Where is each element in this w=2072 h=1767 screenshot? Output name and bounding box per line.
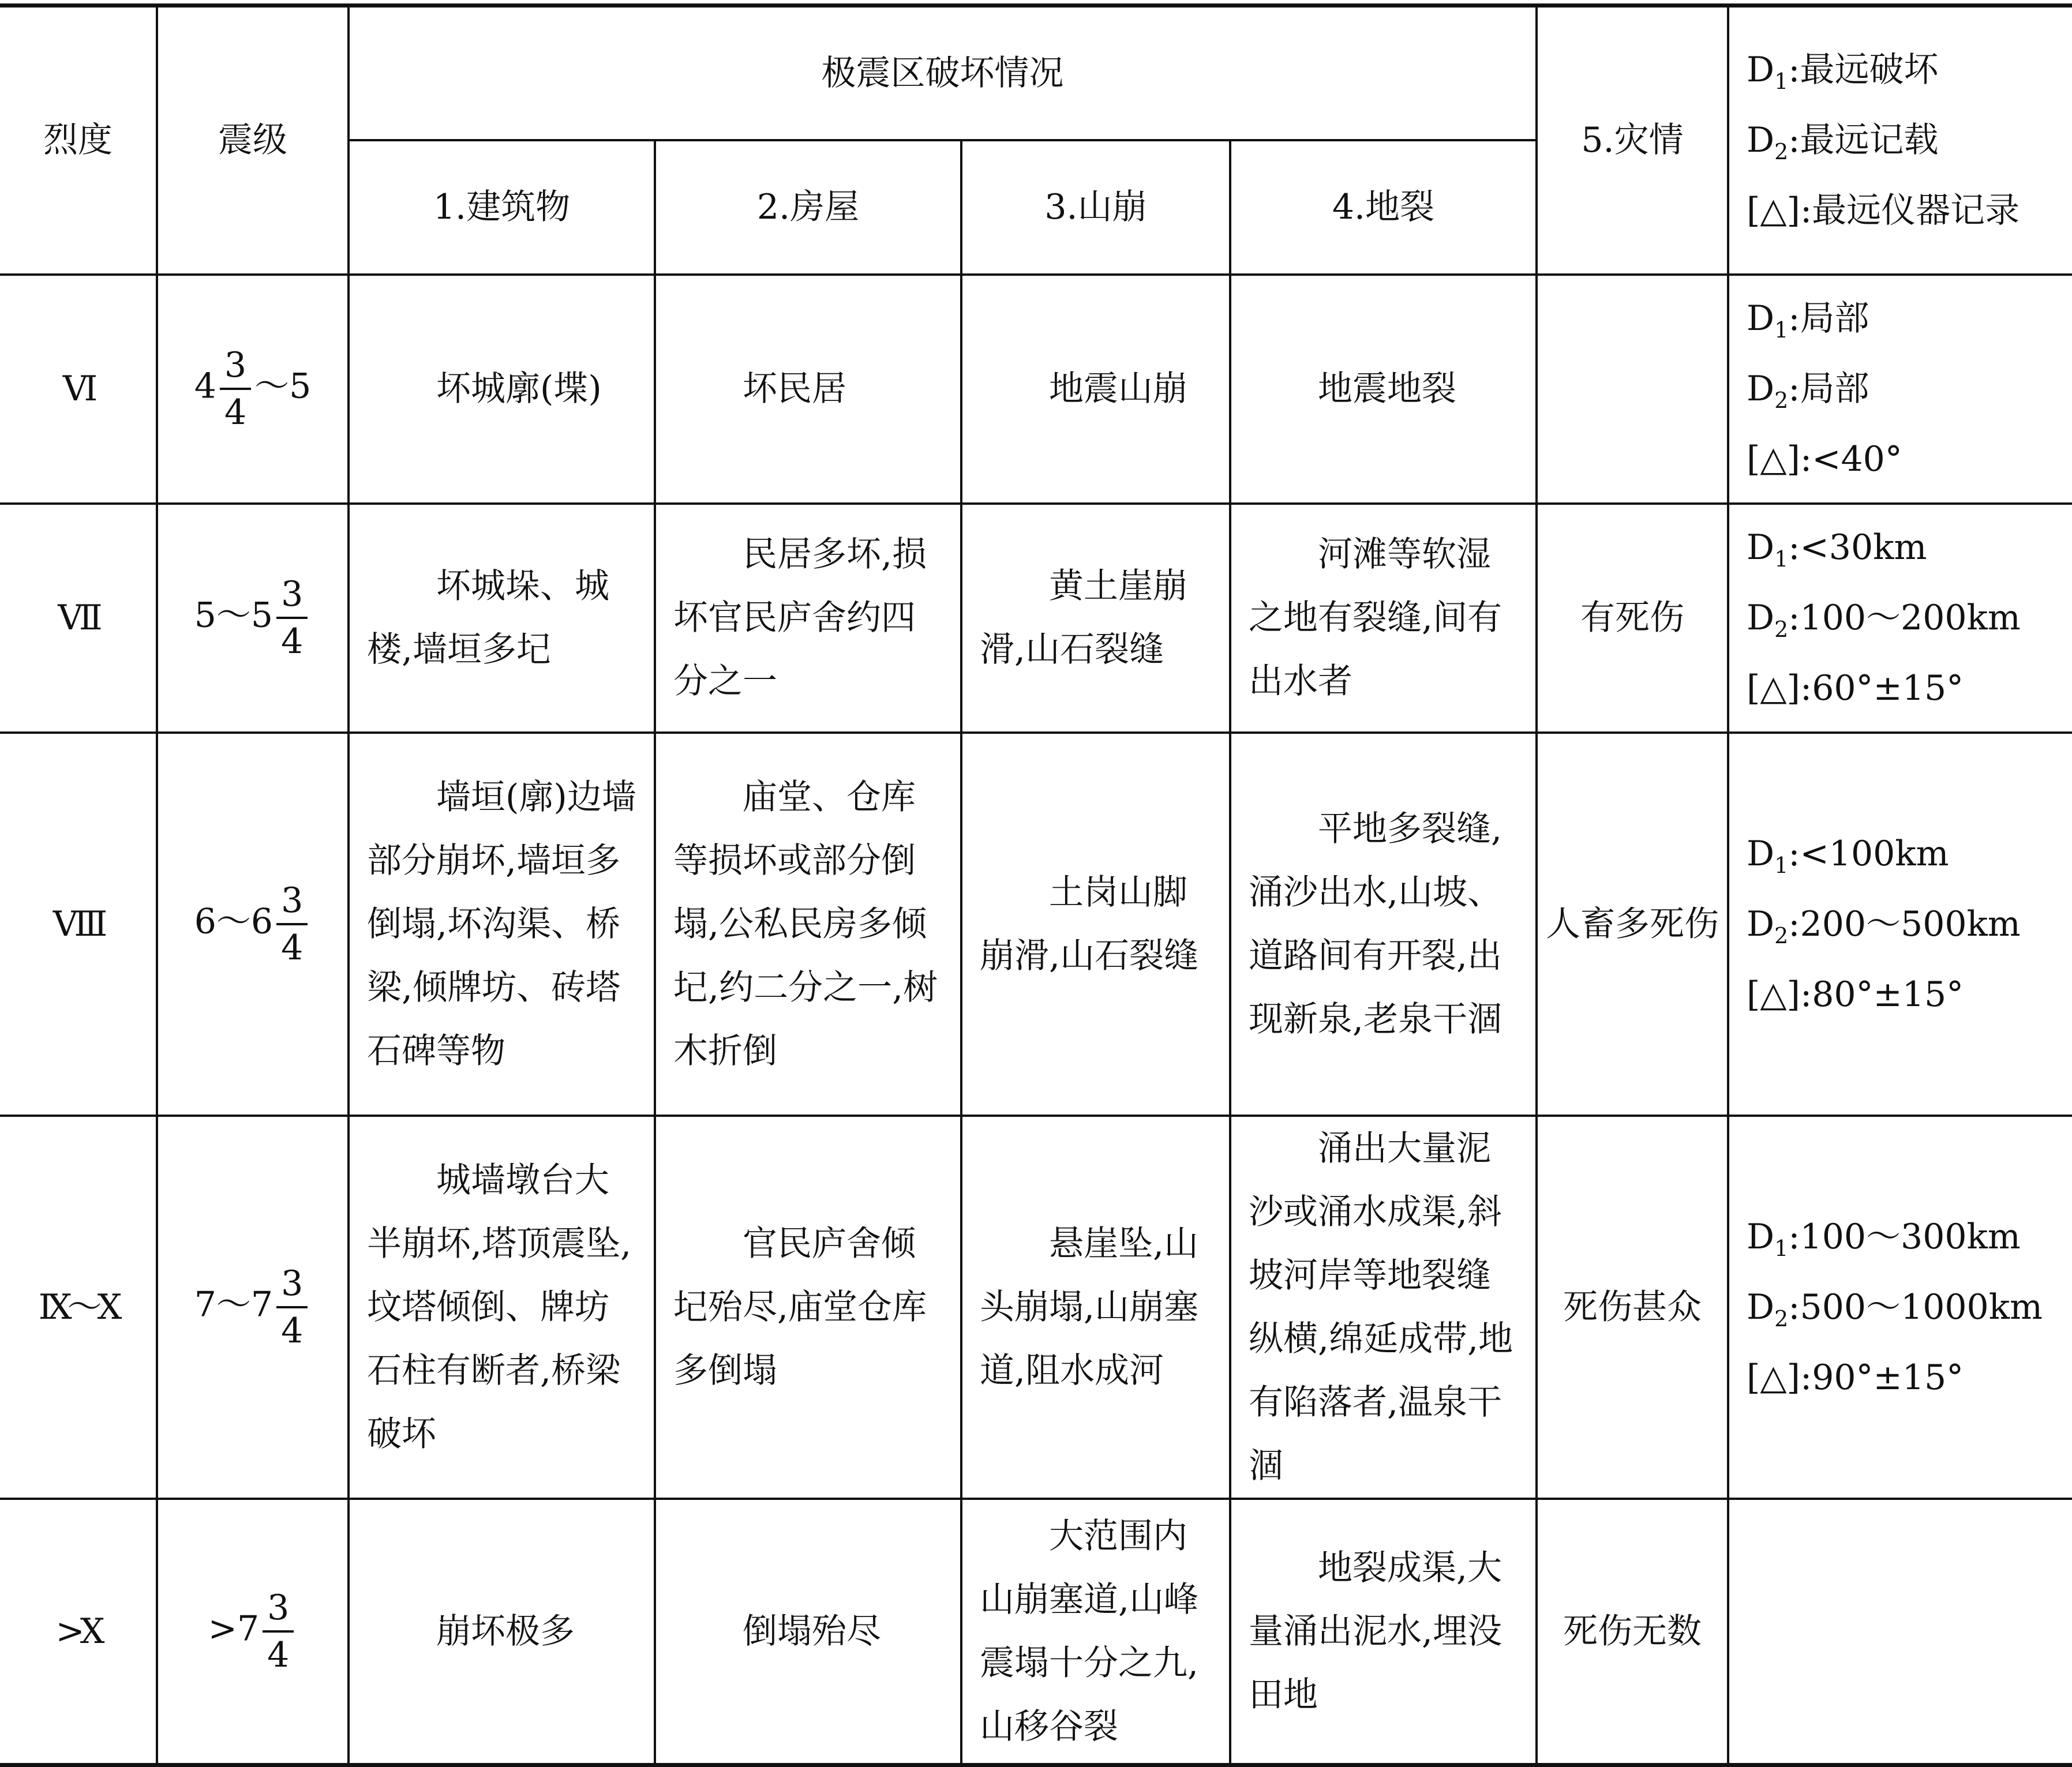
row-landslide: 黄土崖崩滑,山石裂缝	[961, 504, 1230, 733]
header-building: 1.建筑物	[349, 140, 655, 275]
header-d1-sub: 1	[1774, 69, 1789, 95]
row-house: 官民庐舍倾圮殆尽,庙堂仓库多倒塌	[655, 1116, 961, 1499]
row-crack: 平地多裂缝,涌沙出水,山坡、道路间有开裂,出现新泉,老泉干涸	[1230, 733, 1537, 1116]
row-landslide: 土岗山脚崩滑,山石裂缝	[961, 733, 1230, 1116]
row-magnitude: >7 $\frac{3}{4}$	[157, 1499, 349, 1765]
header-d2-text: :最远记载	[1788, 120, 1939, 161]
row-instrument: 90°±15°	[1812, 1357, 1964, 1398]
row-d2: 100～200km	[1800, 598, 2021, 638]
row-landslide: 地震山崩	[961, 275, 1230, 504]
row-house: 坏民居	[655, 275, 961, 504]
table-row	[0, 1116, 2072, 1499]
row-distance: $D_1:<30km$ $D_2:100\sim 200km$ [△]:60°±15°	[1728, 504, 2072, 733]
row-landslide: 悬崖坠,山头崩塌,山崩塞道,阻水成河	[961, 1116, 1230, 1499]
header-magnitude: 震级	[157, 6, 349, 275]
row-disaster	[1537, 275, 1728, 504]
row-d1: 局部	[1800, 298, 1869, 339]
fraction: $\frac{3}{4}$	[276, 572, 308, 664]
fraction: $\frac{3}{4}$	[276, 1261, 308, 1353]
row-crack: 地裂成渠,大量涌出泥水,埋没田地	[1230, 1499, 1537, 1765]
row-building: 城墙墩台大半崩坏,塔顶震坠,坟塔倾倒、牌坊石柱有断者,桥梁破坏	[349, 1116, 655, 1499]
row-building: 坏城垛、城楼,墙垣多圮	[349, 504, 655, 733]
row-intensity: Ⅵ	[0, 275, 157, 504]
row-intensity: Ⅷ	[0, 733, 157, 1116]
row-intensity: Ⅶ	[0, 504, 157, 733]
row-d2: 200～500km	[1800, 903, 2021, 944]
row-disaster: 有死伤	[1537, 504, 1728, 733]
row-intensity: Ⅸ～Ⅹ	[0, 1116, 157, 1499]
row-building: 崩坏极多	[349, 1499, 655, 1765]
row-d2: 局部	[1800, 369, 1869, 409]
row-d1: <100km	[1800, 833, 1949, 874]
fraction: $\frac{3}{4}$	[220, 343, 251, 435]
fraction: $\frac{3}{4}$	[276, 878, 308, 970]
row-magnitude: 4 $\frac{3}{4}$ ～5	[157, 275, 349, 504]
row-d1: <30km	[1800, 527, 1927, 568]
row-landslide: 大范围内山崩塞道,山峰震塌十分之九,山移谷裂	[961, 1499, 1230, 1765]
row-house: 庙堂、仓库等损坏或部分倒塌,公私民房多倾圮,约二分之一,树木折倒	[655, 733, 961, 1116]
row-building: 墙垣(廓)边墙部分崩坏,墙垣多倒塌,坏沟渠、桥梁,倾牌坊、砖塔石碑等物	[349, 733, 655, 1116]
row-instrument: 60°±15°	[1812, 668, 1964, 708]
row-distance: $D_1:100\sim 300km$ $D_2:500\sim 1000km$ [△]:90°±15°	[1728, 1116, 2072, 1499]
table-row	[0, 504, 2072, 733]
row-disaster: 人畜多死伤	[1537, 733, 1728, 1116]
row-d2: 500～1000km	[1800, 1286, 2043, 1327]
row-magnitude: 6～6 $\frac{3}{4}$	[157, 733, 349, 1116]
row-distance-empty	[1728, 1499, 2072, 1765]
row-intensity: >Ⅹ	[0, 1499, 157, 1765]
row-instrument: <40°	[1812, 439, 1902, 479]
row-d1: 100～300km	[1800, 1216, 2021, 1257]
row-disaster: 死伤甚众	[1537, 1116, 1728, 1499]
header-instrument: [△]:最远仪器记录	[1747, 190, 2020, 231]
header-d2-sub: 2	[1774, 139, 1789, 165]
header-d1-text: :最远破坏	[1788, 50, 1939, 91]
row-magnitude: 5～5 $\frac{3}{4}$	[157, 504, 349, 733]
header-d2: $D_2$:最远记载	[1747, 120, 1939, 165]
table-row	[0, 275, 2072, 504]
header-distance	[1728, 6, 2072, 275]
header-damage-group: 极震区破坏情况	[349, 6, 1537, 140]
row-instrument: 80°±15°	[1812, 974, 1964, 1015]
row-crack: 涌出大量泥沙或涌水成渠,斜坡河岸等地裂缝纵横,绵延成带,地有陷落者,温泉干涸	[1230, 1116, 1537, 1499]
row-disaster: 死伤无数	[1537, 1499, 1728, 1765]
row-crack: 河滩等软湿之地有裂缝,间有出水者	[1230, 504, 1537, 733]
header-landslide: 3.山崩	[961, 140, 1230, 275]
earthquake-intensity-table	[0, 3, 2072, 1767]
table-row	[0, 733, 2072, 1116]
header-house: 2.房屋	[655, 140, 961, 275]
row-house: 倒塌殆尽	[655, 1499, 961, 1765]
fraction: $\frac{3}{4}$	[263, 1585, 294, 1678]
row-building: 坏城廓(堞)	[349, 275, 655, 504]
header-crack: 4.地裂	[1230, 140, 1537, 275]
row-magnitude: 7～7 $\frac{3}{4}$	[157, 1116, 349, 1499]
header-d1: $D_1$:最远破坏	[1747, 50, 1939, 95]
header-disaster: 5.灾情	[1537, 6, 1728, 275]
row-distance: $D_1$:局部 $D_2$:局部 [△]:<40°	[1728, 275, 2072, 504]
row-distance: $D_1:<100km$ $D_2:200\sim 500km$ [△]:80°±15°	[1728, 733, 2072, 1116]
row-crack: 地震地裂	[1230, 275, 1537, 504]
header-intensity: 烈度	[0, 6, 157, 275]
row-house: 民居多坏,损坏官民庐舍约四分之一	[655, 504, 961, 733]
table-row	[0, 1499, 2072, 1765]
